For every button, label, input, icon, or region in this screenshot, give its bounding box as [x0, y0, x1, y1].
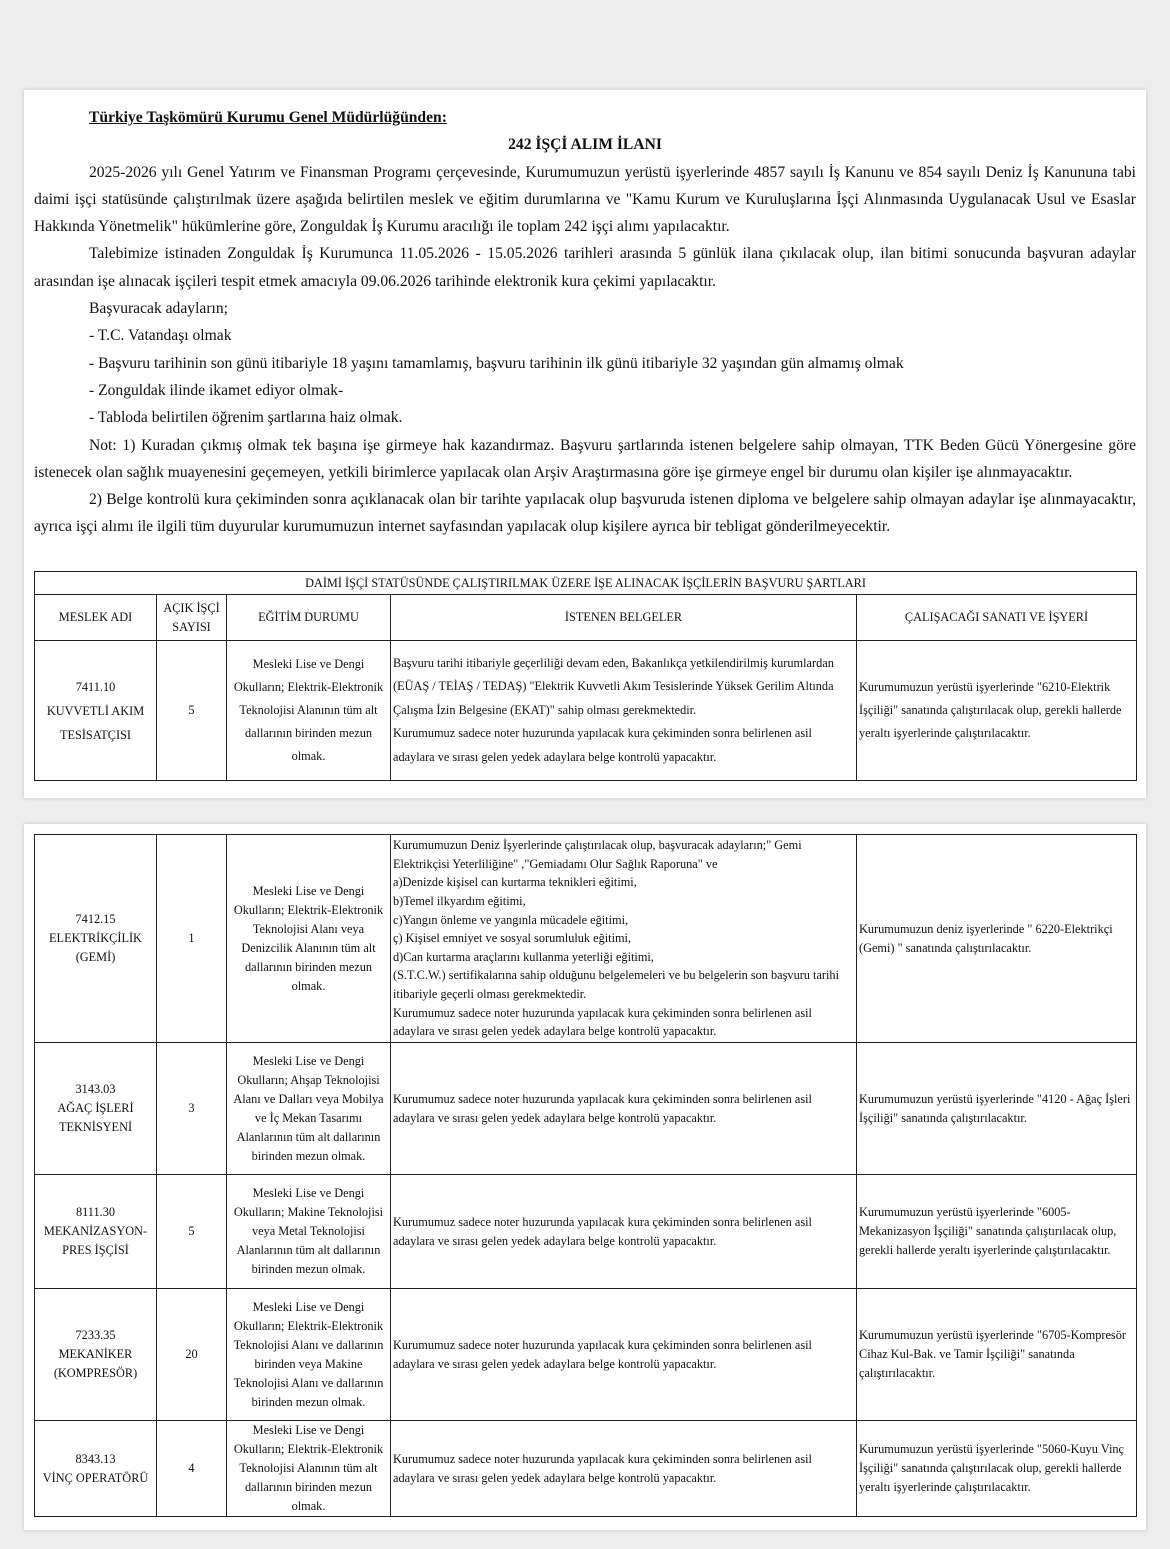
- cell-sanat: Kurumumuzun yerüstü işyerlerinde "6005-Mekanizasyon İşçiliği" sanatında çalıştırılacak olup, gerekli hallerde yeraltı işyerlerinde çalıştırılacaktır.: [857, 1175, 1137, 1289]
- table-row: [35, 641, 1137, 781]
- cell-meslek: 7411.10 KUVVETLİ AKIM TESİSATÇISI: [35, 641, 157, 781]
- requirement-item: - Tabloda belirtilen öğrenim şartlarına haiz olmak.: [89, 409, 403, 427]
- announcement-title: 242 İŞÇİ ALIM İLANI: [508, 136, 662, 154]
- cell-belgeler: Kurumumuzun Deniz İşyerlerinde çalıştırılacak olup, başvuracak adayların;" Gemi Elektrikçisi Yeterliliğine" ,"Gemiadamı Olur Sağlık Raporuna" ve a)Denizde kişisel can kurtarma teknikleri eğitimi, b)Temel ilkyardım eğitimi, c)Yangın önleme ve yangınla mücadele eğitimi, ç) Kişisel emniyet ve sosyal sorumluluk eğitimi, d)Can kurtarma araçlarını kullanma yeterliği eğitimi, (S.T.C.W.) sertifikalarına sahip olduğunu belgelemeleri ve bu belgelerin son başvuru tarihi itibariyle geçerli olması gerekmektedir. Kurumumuz sadece noter huzurunda yapılacak kura çekiminden sonra belirlenen asil adaylara ve sırası gelen yedek adaylara belge kontrolü yapacaktır.: [391, 835, 857, 1043]
- paragraph-intro: 2025-2026 yılı Genel Yatırım ve Finansman Programı çerçevesinde, Kurumumuzun yerüstü işyerlerinde 4857 sayılı İş Kanunu ve 854 sayılı Deniz İş Kanununa tabi daimi işçi statüsünde çalıştırılmak üzere aşağıda belirtilen meslek ve eğitim durumlarına ve "Kamu Kurum ve Kuruluşlarına İşçi Alınmasında Uygulanacak Usul ve Esaslar Hakkında Yönetmelik" hükümlerine göre, Zonguldak İş Kurumu aracılığı ile toplam 242 işçi alımı yapılacaktır.: [34, 163, 1136, 236]
- requirements-intro: Başvuracak adayların;: [89, 300, 228, 318]
- note-1: Not: 1) Kuradan çıkmış olmak tek başına işe girmeye hak kazandırmaz. Başvuru şartlarında istenen belgelere sahip olmayan, TTK Beden Gücü Yönergesine göre istenecek olan sağlık muayenesini geçemeyen, yetkili birimlerce yapılacak olan Arşiv Araştırmasına göre işe girmeye engel bir durumu olan kişiler işe alınmayacaktır.: [34, 436, 1136, 481]
- requirement-item: - T.C. Vatandaşı olmak: [89, 327, 232, 345]
- header-sayi: AÇIK İŞÇİ SAYISI: [157, 595, 227, 641]
- cell-sanat: Kurumumuzun yerüstü işyerlerinde "5060-Kuyu Vinç İşçiliği" sanatında çalıştırılacak olup, gerekli hallerde yeraltı işyerlerinde çalıştırılacaktır.: [857, 1421, 1137, 1517]
- cell-belgeler: Kurumumuz sadece noter huzurunda yapılacak kura çekiminden sonra belirlenen asil adaylara ve sırası gelen yedek adaylara belge kontrolü yapacaktır.: [391, 1421, 857, 1517]
- cell-egitim: Mesleki Lise ve Dengi Okulların; Elektrik-Elektronik Teknolojisi Alanı veya Denizcilik Alanının tüm alt dallarının birinden mezun olmak.: [227, 835, 391, 1043]
- table-row: [35, 1289, 1137, 1421]
- header-belgeler: İSTENEN BELGELER: [391, 595, 857, 641]
- paragraph-dates: Talebimize istinaden Zonguldak İş Kurumunca 11.05.2026 - 15.05.2026 tarihleri arasında 5 günlük ilana çıkılacak olup, ilan bitimi sonucunda başvuran adaylar arasından işe alınacak işçileri tespit etmek amacıyla 09.06.2026 tarihinde elektronik kura çekimi yapılacaktır.: [34, 245, 1136, 290]
- requirement-item: - Başvuru tarihinin son günü itibariyle 18 yaşını tamamlamış, başvuru tarihinin ilk günü itibariyle 32 yaşından gün almamış olmak: [89, 354, 904, 372]
- header-sanat: ÇALIŞACAĞI SANATI VE İŞYERİ: [857, 595, 1137, 641]
- table-row: [35, 835, 1137, 1043]
- table-row: [35, 1421, 1137, 1517]
- cell-belgeler: Kurumumuz sadece noter huzurunda yapılacak kura çekiminden sonra belirlenen asil adaylara ve sırası gelen yedek adaylara belge kontrolü yapacaktır.: [391, 1289, 857, 1421]
- cell-sanat: Kurumumuzun yerüstü işyerlerinde "4120 - Ağaç İşleri İşçiliği" sanatında çalıştırılacaktır.: [857, 1043, 1137, 1175]
- cell-egitim: Mesleki Lise ve Dengi Okulların; Elektrik-Elektronik Teknolojisi Alanının tüm alt dallarının birinden mezun olmak.: [227, 1421, 391, 1517]
- cell-sayi: 20: [157, 1289, 227, 1421]
- cell-sayi: 1: [157, 835, 227, 1043]
- cell-meslek: 7412.15 ELEKTRİKÇİLİK (GEMİ): [35, 835, 157, 1043]
- page-2: [24, 824, 1146, 1530]
- cell-meslek: 8111.30 MEKANİZASYON- PRES İŞÇİSİ: [35, 1175, 157, 1289]
- cell-sayi: 5: [157, 1175, 227, 1289]
- table-row: [35, 1043, 1137, 1175]
- cell-belgeler: Başvuru tarihi itibariyle geçerliliği devam eden, Bakanlıkça yetkilendirilmiş kurumlardan (EÜAŞ / TEİAŞ / TEDAŞ) "Elektrik Kuvvetli Akım Tesislerinde Yüksek Gerilim Altında Çalışma İzin Belgesine (EKAT)" sahip olması gerekmektedir. Kurumumuz sadece noter huzurunda yapılacak kura çekiminden sonra belirlenen asil adaylara ve sırası gelen yedek adaylara belge kontrolü yapacaktır.: [391, 641, 857, 781]
- requirements-table-part-1: [34, 571, 1137, 781]
- cell-sayi: 3: [157, 1043, 227, 1175]
- cell-egitim: Mesleki Lise ve Dengi Okulların; Makine Teknolojisi veya Metal Teknolojisi Alanlarının tüm alt dallarının birinden mezun olmak.: [227, 1175, 391, 1289]
- cell-sanat: Kurumumuzun deniz işyerlerinde " 6220-Elektrikçi (Gemi) " sanatında çalıştırılacaktır.: [857, 835, 1137, 1043]
- note-2: 2) Belge kontrolü kura çekiminden sonra açıklanacak olan bir tarihte yapılacak olup başvuruda istenen diploma ve belgelere sahip olmayan adaylar işe alınmayacaktır, ayrıca işçi alımı ile ilgili tüm duyurular kurumumuzun internet sayfasından yapılacak olup kişilere ayrıca bir tebligat gönderilmeyecektir.: [34, 491, 1136, 536]
- cell-egitim: Mesleki Lise ve Dengi Okulların; Elektrik-Elektronik Teknolojisi Alanı ve dallarının birinden veya Makine Teknolojisi Alanı ve dallarının birinden mezun olmak.: [227, 1289, 391, 1421]
- institution-heading: Türkiye Taşkömürü Kurumu Genel Müdürlüğünden:: [89, 109, 447, 126]
- cell-belgeler: Kurumumuz sadece noter huzurunda yapılacak kura çekiminden sonra belirlenen asil adaylara ve sırası gelen yedek adaylara belge kontrolü yapacaktır.: [391, 1175, 857, 1289]
- cell-sayi: 4: [157, 1421, 227, 1517]
- cell-meslek: 7233.35 MEKANİKER (KOMPRESÖR): [35, 1289, 157, 1421]
- cell-sayi: 5: [157, 641, 227, 781]
- cell-egitim: Mesleki Lise ve Dengi Okulların; Ahşap Teknolojisi Alanı ve Dalları veya Mobilya ve İç Mekan Tasarımı Alanlarının tüm alt dallarının birinden mezun olmak.: [227, 1043, 391, 1175]
- table-caption: DAİMİ İŞÇİ STATÜSÜNDE ÇALIŞTIRILMAK ÜZERE İŞE ALINACAK İŞÇİLERİN BAŞVURU ŞARTLARI: [35, 572, 1137, 595]
- table-row: [35, 1175, 1137, 1289]
- cell-sanat: Kurumumuzun yerüstü işyerlerinde "6705-Kompresör Cihaz Kul-Bak. ve Tamir İşçiliği" sanatında çalıştırılacaktır.: [857, 1289, 1137, 1421]
- announcement-text: [34, 104, 1136, 541]
- cell-meslek: 3143.03 AĞAÇ İŞLERİ TEKNİSYENİ: [35, 1043, 157, 1175]
- page-1: [24, 90, 1146, 798]
- cell-egitim: Mesleki Lise ve Dengi Okulların; Elektrik-Elektronik Teknolojisi Alanının tüm alt dallarının birinden mezun olmak.: [227, 641, 391, 781]
- cell-sanat: Kurumumuzun yerüstü işyerlerinde "6210-Elektrik İşçiliği" sanatında çalıştırılacak olup, gerekli hallerde yeraltı işyerlerinde çalıştırılacaktır.: [857, 641, 1137, 781]
- requirements-table-part-2: [34, 834, 1137, 1517]
- header-egitim: EĞİTİM DURUMU: [227, 595, 391, 641]
- cell-belgeler: Kurumumuz sadece noter huzurunda yapılacak kura çekiminden sonra belirlenen asil adaylara ve sırası gelen yedek adaylara belge kontrolü yapacaktır.: [391, 1043, 857, 1175]
- header-meslek: MESLEK ADI: [35, 595, 157, 641]
- requirement-item: - Zonguldak ilinde ikamet ediyor olmak-: [89, 381, 344, 399]
- cell-meslek: 8343.13 VİNÇ OPERATÖRÜ: [35, 1421, 157, 1517]
